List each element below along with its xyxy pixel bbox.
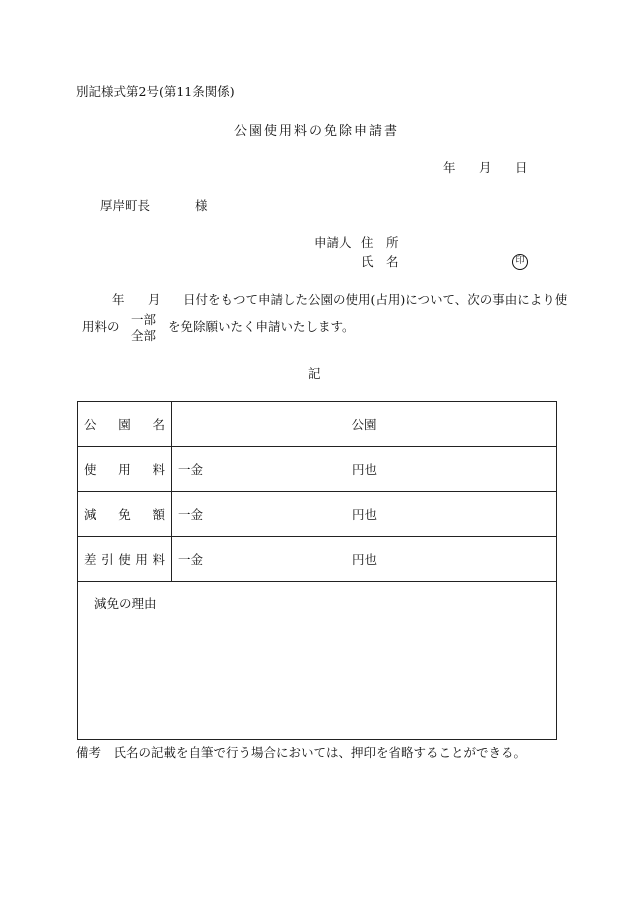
footnote: 備考 氏名の記載を自筆で行う場合においては、押印を省略することができる。 xyxy=(76,745,527,760)
body-line2-suffix: を免除願いたく申請いたします。 xyxy=(168,319,355,334)
table-row xyxy=(78,492,557,537)
option-partial: 一部 xyxy=(131,312,157,327)
date-year: 年 xyxy=(443,160,456,175)
usage-fee-value: 一金 円也 xyxy=(172,447,557,492)
body-month: 月 xyxy=(148,292,161,307)
body-line2-prefix: 用料の xyxy=(82,319,120,334)
body-year: 年 xyxy=(112,292,125,307)
option-full: 全部 xyxy=(131,328,157,343)
reason-cell xyxy=(78,582,557,740)
ki-heading: 記 xyxy=(308,366,321,381)
page-title: 公園使用料の免除申請書 xyxy=(234,124,400,139)
date-month: 月 xyxy=(479,160,492,175)
table-row xyxy=(78,447,557,492)
applicant-address-label: 住 所 xyxy=(361,235,399,250)
park-name-value: 公園 xyxy=(172,402,557,447)
table-row xyxy=(78,537,557,582)
addressee-name: 厚岸町長 xyxy=(100,198,151,213)
applicant-name-label: 氏 名 xyxy=(361,254,399,269)
addressee-honorific: 様 xyxy=(195,198,208,213)
net-fee-value: 一金 円也 xyxy=(172,537,557,582)
applicant-label: 申請人 xyxy=(314,235,352,250)
body-text-line1: 日付をもつて申請した公園の使用(占用)について、次の事由により使 xyxy=(183,292,568,307)
row-label-reduction-amount: 減 免 額 xyxy=(78,492,172,537)
reduction-amount-value: 一金 円也 xyxy=(172,492,557,537)
reason-label: 減免の理由 xyxy=(94,596,157,611)
seal-mark xyxy=(512,253,528,270)
row-label-net-fee: 差 引 使 用 料 xyxy=(78,537,172,582)
row-label-usage-fee: 使 用 料 xyxy=(78,447,172,492)
fee-table xyxy=(77,401,557,740)
seal-icon: 印 xyxy=(512,254,528,270)
table-row xyxy=(78,402,557,447)
form-id: 別記様式第2号(第11条関係) xyxy=(76,84,235,99)
row-label-park-name: 公 園 名 xyxy=(78,402,172,447)
date-day: 日 xyxy=(515,160,528,175)
table-row xyxy=(78,582,557,740)
